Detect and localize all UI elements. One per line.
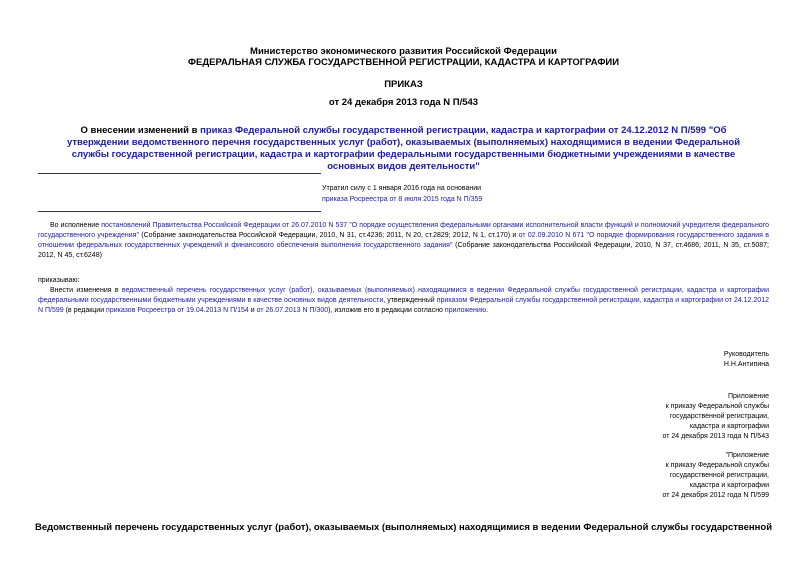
service-name: ФЕДЕРАЛЬНАЯ СЛУЖБА ГОСУДАРСТВЕННОЙ РЕГИСТРАЦИИ, КАДАСТРА И КАРТОГРАФИИ [187,57,620,68]
appendix1-block [500,392,769,442]
body-text-5: ), изложив его в редакции согласно [328,307,445,314]
appendix2-line: государственной регистрации, [669,472,769,479]
body-text-2: , утвержденный [383,297,437,304]
appendix2-line: к приказу Федеральной службы [665,462,769,469]
preamble-text-1: Во исполнение [50,222,102,229]
appendix1-line: к приказу Федеральной службы [665,403,769,410]
preamble-link-resolution-671[interactable]: от 02.09.2010 N 671 "О порядке формирования государственного задания в отношении федеральных государственных учреждений и финансового обеспечения выполнения государственного задания" [38,232,769,249]
divider-bottom [38,211,321,212]
document-date-number: от 24 декабря 2013 года N П/543 [328,97,479,108]
body-link-order-154[interactable]: приказов Росреестра от 19.04.2013 N П/154 [106,307,249,314]
body-link-list[interactable]: ведомственный перечень государственных услуг (работ), оказываемых (выполняемых) находящимися в ведении Федеральной службы государственной регистрации, кадастра и картографии федеральными государственными бюджетными учреждениями в качестве основных видов деятельности [38,287,769,304]
signature-name: Н.Н.Антипина [723,361,769,368]
preamble-paragraph [38,221,769,261]
body-text-6: . [486,307,489,314]
body-text-4: и [248,307,257,314]
appendix2-block [500,451,769,501]
title-link-order-599[interactable]: приказ Федеральной службы государственной регистрации, кадастра и картографии от 24.12.2012 N П/599 "Об утверждении ведомственного перечня государственных услуг (работ), оказываемых (выполняемых) находящимися в ведении Федеральной службы государственной регистрации, кадастра и картографии федеральными государственными бюджетными учреждениями в качестве основных видов деятельности" [66,125,741,172]
body-text-1: Внести изменения в [50,287,122,294]
appendix1-line: Приложение [727,393,769,400]
list-title: Ведомственный перечень государственных услуг (работ), оказываемых (выполняемых) находящимися в ведении Федеральной службы государственной [34,522,773,533]
body-paragraph [38,286,769,316]
body-text-3: (в редакции [63,307,107,314]
preamble-text-3: (Собрание законодательства Российской Федерации, 2010, N 37, ст.4686; 2011, N 35, ст.5087; 2012, N 45, ст.6248) [38,242,769,259]
appendix1-line: кадастра и картографии [689,423,769,430]
divider-top [38,173,321,174]
order-word: приказываю: [38,277,80,284]
document-type: ПРИКАЗ [384,79,423,90]
body-link-order-599[interactable]: приказом Федеральной службы государственной регистрации, кадастра и картографии от 24.12.2012 N П/599 [38,297,769,314]
appendix2-line: кадастра и картографии [689,482,769,489]
status-note-link[interactable]: приказа Росреестра от 8 июля 2015 года N П/359 [322,196,483,203]
preamble-text-2: (Собрание законодательства Российской Федерации, 2010, N 31, ст.4236; 2011, N 20, ст.2829; 2012, N 1, ст.170) и [138,232,519,239]
status-note-text: Утратил силу с 1 января 2016 года на основании [322,185,482,192]
signature-role: Руководитель [723,351,769,358]
body-link-appendix[interactable]: приложению [444,307,487,314]
appendix2-line: "Приложение [725,452,769,459]
ministry-name: Министерство экономического развития Российской Федерации [250,46,557,57]
preamble-link-resolution-537[interactable]: постановлений Правительства Российской Федерации от 26.07.2010 N 537 "О порядке осуществления федеральными органами исполнительной власти функций и полномочий учредителя федерального государственного учреждения" [38,222,769,239]
title-prefix: О внесении изменений в [80,125,201,136]
appendix2-line: от 24 декабря 2012 года N П/599 [662,492,769,499]
body-link-order-300[interactable]: от 26.07.2013 N П/300 [256,307,329,314]
appendix1-line: от 24 декабря 2013 года N П/543 [662,433,769,440]
document-title [52,125,755,173]
appendix1-line: государственной регистрации, [669,413,769,420]
